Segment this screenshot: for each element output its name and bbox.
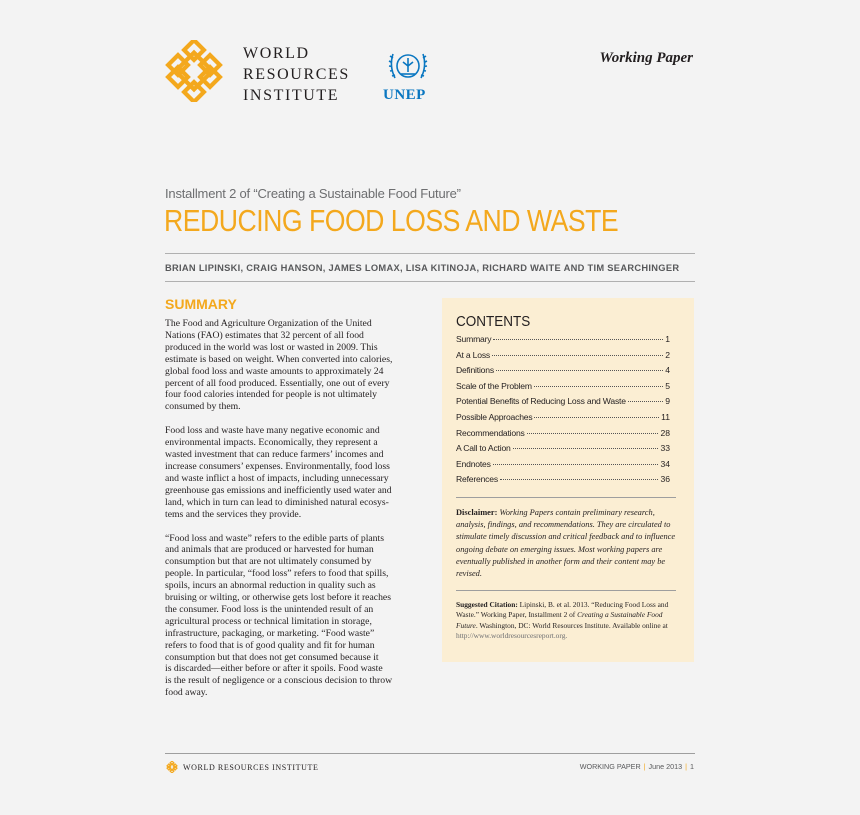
toc-item[interactable] — [456, 365, 670, 381]
toc-leader — [534, 386, 663, 387]
divider — [165, 253, 695, 254]
citation-url[interactable]: http://www.worldresourcesreport.org. — [456, 631, 568, 641]
footer-separator: | — [643, 762, 646, 771]
page-title: REDUCING FOOD LOSS AND WASTE — [164, 203, 619, 238]
summary-paragraph — [165, 533, 425, 700]
summary-line: environmental impacts. Economically, they represent a — [165, 437, 378, 449]
contents-sidebar — [442, 298, 694, 662]
divider — [456, 590, 676, 591]
page-number: 1 — [690, 762, 694, 771]
wri-name-line: RESOURCES — [243, 66, 350, 83]
footer-divider — [165, 753, 695, 754]
toc-item-label: Potential Benefits of Reducing Loss and Waste — [456, 396, 626, 407]
summary-line: consumed by them. — [165, 401, 241, 413]
summary-paragraph — [165, 318, 425, 413]
toc-item[interactable] — [456, 334, 670, 350]
citation-label: Suggested Citation: — [456, 600, 518, 609]
suggested-citation — [456, 600, 681, 642]
summary-line: wasted investment that can reduce farmers’ incomes and — [165, 449, 384, 461]
toc-item-label: At a Loss — [456, 349, 491, 360]
installment-subtitle: Installment 2 of “Creating a Sustainable Food Future” — [165, 186, 461, 201]
toc-item-page: 34 — [660, 458, 670, 469]
summary-line: four food calories intended for people is not ultimately — [165, 389, 377, 401]
wri-name-line: WORLD — [243, 45, 310, 62]
summary-line: Food loss and waste have many negative economic and — [165, 425, 380, 437]
toc-item[interactable] — [456, 381, 670, 397]
summary-line: consumption but that does not get consumed because it — [165, 651, 379, 663]
toc-item[interactable] — [456, 459, 670, 475]
table-of-contents — [456, 334, 670, 490]
summary-line: greenhouse gas emissions and inefficiently used water and — [165, 484, 392, 496]
toc-item[interactable] — [456, 396, 670, 412]
unep-wordmark: UNEP — [383, 87, 426, 103]
footer-page-info — [580, 762, 694, 771]
divider — [165, 281, 695, 282]
toc-item-label: Definitions — [456, 365, 494, 376]
toc-item-label: References — [456, 474, 498, 485]
toc-item-page: 5 — [665, 380, 670, 391]
toc-item-label: Endnotes — [456, 458, 491, 469]
toc-item[interactable] — [456, 428, 670, 444]
summary-line: people. In particular, “food loss” refers to food that spills, — [165, 568, 389, 580]
toc-leader — [628, 401, 663, 402]
toc-item[interactable] — [456, 412, 670, 428]
footer-label: WORKING PAPER — [579, 762, 641, 771]
toc-item-page: 33 — [660, 443, 670, 454]
toc-item-page: 36 — [660, 474, 670, 485]
summary-line: Nations (FAO) estimates that 32 percent of all food — [165, 329, 364, 341]
summary-line: is discarded—either before or after it spoils. Food waste — [165, 663, 383, 675]
toc-item-page: 4 — [665, 365, 670, 376]
toc-item-page: 9 — [665, 396, 670, 407]
citation-text: . Washington, DC: World Resources Institute. Available online at — [475, 620, 668, 630]
summary-line: bruising or wilting, or otherwise gets lost before it reaches — [165, 592, 391, 604]
authors-line: BRIAN LIPINSKI, CRAIG HANSON, JAMES LOMAX, LISA KITINOJA, RICHARD WAITE AND TIM SEARCHINGER — [165, 263, 680, 274]
toc-leader — [513, 448, 659, 449]
toc-item[interactable] — [456, 474, 670, 490]
citation-text: Lipinski, B. et al. 2013. “Reducing Food Loss and Waste.” Working Paper, Installment 2 of — [456, 600, 669, 620]
summary-line: refers to food that is of good quality and fit for human — [165, 639, 375, 651]
toc-item-label: Possible Approaches — [456, 411, 533, 422]
toc-item[interactable] — [456, 350, 670, 366]
toc-leader — [493, 339, 663, 340]
summary-line: and animals that are produced or harvested for human — [165, 544, 374, 556]
footer-org-name: WORLD RESOURCES INSTITUTE — [183, 763, 319, 772]
toc-leader — [492, 355, 663, 356]
toc-item-page: 1 — [665, 334, 670, 344]
working-paper-label: Working Paper — [599, 50, 693, 66]
wri-name-line: INSTITUTE — [243, 87, 340, 104]
toc-item-label: Scale of the Problem — [456, 380, 532, 391]
summary-line: produced in the world was lost or wasted in 2009. This — [165, 341, 378, 353]
toc-leader — [500, 479, 658, 480]
summary-line: is the result of negligence or a conscious decision to throw — [165, 675, 393, 687]
summary-line: percent of all food produced. Essentially, one out of every — [165, 377, 390, 389]
toc-leader — [496, 370, 663, 371]
footer-separator: | — [685, 762, 687, 771]
summary-line: land, which in turn can lead to diminished natural ecosys- — [165, 496, 389, 508]
toc-item[interactable] — [456, 443, 670, 459]
toc-item-page: 11 — [661, 411, 670, 422]
wri-logo-icon — [166, 761, 178, 773]
summary-line: tems and the services they provide. — [165, 508, 302, 520]
summary-line: food away. — [165, 687, 208, 699]
summary-line: “Food loss and waste” refers to the edible parts of plants — [165, 532, 384, 544]
disclaimer-label: Disclaimer: — [456, 508, 498, 517]
disclaimer-text: Working Papers contain preliminary research, analysis, findings, and recommendations. They are circulated to stimulate timely discussion and critical feedback and to influence ongoing debate on emerging issues. Most working papers are eventually published in another form and their content may be revised. — [456, 508, 676, 579]
toc-leader — [493, 464, 659, 465]
footer-date: June 2013 — [648, 762, 683, 771]
toc-leader — [527, 433, 659, 434]
toc-item-label: A Call to Action — [456, 443, 511, 454]
toc-item-label: Recommendations — [456, 427, 525, 438]
toc-item-label: Summary — [456, 334, 492, 344]
wri-logo-icon — [163, 40, 225, 102]
citation-series-title: Creating a Sustainable Food Future — [456, 610, 663, 630]
toc-item-page: 2 — [665, 349, 670, 360]
summary-line: global food loss and waste amounts to approximately 24 — [165, 365, 384, 377]
page-header — [163, 40, 693, 110]
summary-line: and waste inflict a host of impacts, including unnecessary — [165, 472, 389, 484]
toc-leader — [534, 417, 659, 418]
summary-line: consumption but that are not ultimately consumed by — [165, 556, 372, 568]
contents-heading: CONTENTS — [456, 313, 531, 330]
toc-item-page: 28 — [660, 427, 670, 438]
wri-wordmark — [243, 43, 350, 106]
summary-heading: SUMMARY — [165, 296, 237, 312]
summary-line: the consumer. Food loss is the unintended result of an — [165, 603, 374, 615]
summary-body — [165, 318, 425, 711]
summary-line: agricultural process or technical limitation in storage, — [165, 615, 372, 627]
divider — [456, 497, 676, 498]
unep-emblem-icon — [383, 46, 433, 86]
summary-line: increase consumers’ expenses. Environmentally, food loss — [165, 460, 390, 472]
disclaimer — [456, 507, 681, 580]
summary-line: estimate is based on weight. When converted into calories, — [165, 353, 393, 365]
summary-paragraph — [165, 425, 425, 520]
summary-line: The Food and Agriculture Organization of the United — [165, 318, 372, 329]
summary-line: spoils, incurs an abnormal reduction in quality such as — [165, 580, 376, 592]
summary-line: infrastructure, packaging, or marketing. “Food waste” — [165, 627, 375, 639]
